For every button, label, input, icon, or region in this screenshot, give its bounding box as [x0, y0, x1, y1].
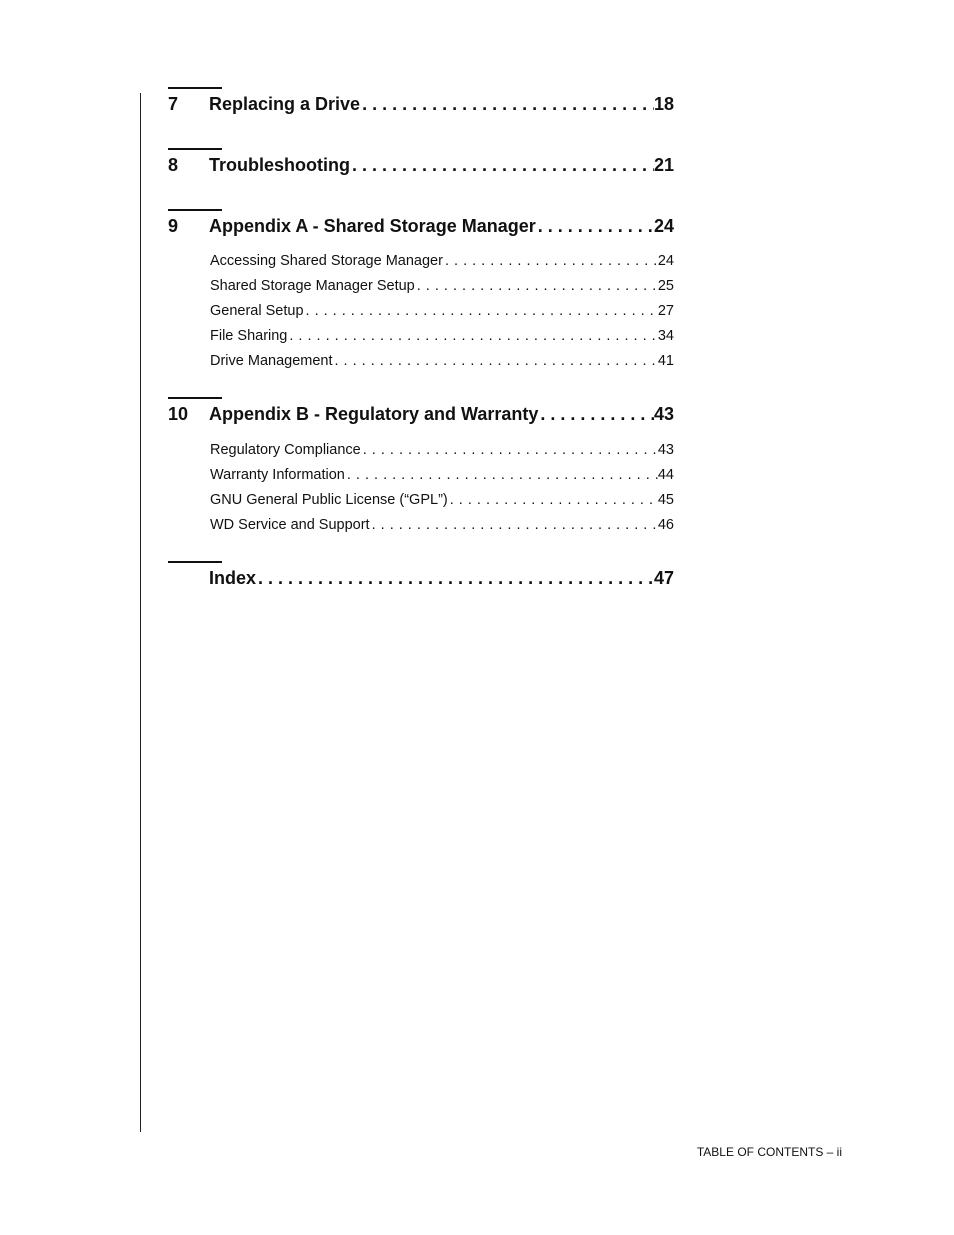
section-title: File Sharing [210, 328, 288, 344]
chapter-title: Index [209, 568, 257, 588]
toc-section-item[interactable] [210, 513, 674, 538]
toc-section-item[interactable] [210, 488, 674, 513]
toc-section-item[interactable] [210, 249, 674, 274]
chapter-title: Replacing a Drive [209, 94, 361, 114]
section-page-number: 43 [657, 442, 674, 458]
dot-leader [304, 299, 658, 324]
section-title: Accessing Shared Storage Manager [210, 253, 443, 269]
section-page-number: 44 [657, 467, 674, 483]
toc-chapter-line[interactable] [168, 93, 674, 115]
section-page-number: 34 [657, 328, 674, 344]
toc-sections-chapter-9 [210, 249, 674, 374]
toc-sections-chapter-10 [210, 438, 674, 538]
dot-leader [538, 403, 654, 425]
section-title: WD Service and Support [210, 517, 370, 533]
section-title: Warranty Information [210, 467, 345, 483]
section-page-number: 25 [657, 278, 674, 294]
toc-section-item[interactable] [210, 349, 674, 374]
section-title: Shared Storage Manager Setup [210, 278, 415, 294]
toc-chapter-line[interactable] [168, 567, 674, 589]
toc-chapter-line[interactable] [168, 403, 674, 425]
chapter-title: Appendix B - Regulatory and Warranty [209, 404, 539, 424]
toc-section-item[interactable] [210, 463, 674, 488]
toc-chapter-line[interactable] [168, 215, 674, 237]
dot-leader [536, 215, 654, 237]
dot-leader [415, 274, 658, 299]
dot-leader [443, 249, 658, 274]
chapter-page-number: 21 [653, 155, 674, 175]
chapter-rule [168, 209, 222, 211]
dot-leader [333, 349, 658, 374]
page-footer: TABLE OF CONTENTS – ii [696, 1145, 842, 1159]
chapter-page-number: 18 [653, 94, 674, 114]
dot-leader [256, 567, 654, 589]
dot-leader [370, 513, 658, 538]
toc-chapter-line[interactable] [168, 154, 674, 176]
section-title: Drive Management [210, 353, 333, 369]
section-page-number: 27 [657, 303, 674, 319]
chapter-rule [168, 561, 222, 563]
dot-leader [345, 463, 658, 488]
section-title: Regulatory Compliance [210, 442, 361, 458]
chapter-page-number: 24 [653, 216, 674, 236]
chapter-number: 9 [168, 216, 179, 236]
chapter-title: Appendix A - Shared Storage Manager [209, 216, 536, 236]
section-page-number: 45 [657, 492, 674, 508]
dot-leader [361, 438, 658, 463]
section-page-number: 46 [657, 517, 674, 533]
chapter-rule [168, 397, 222, 399]
section-page-number: 41 [657, 353, 674, 369]
margin-rule [140, 93, 141, 1132]
chapter-rule [168, 87, 222, 89]
chapter-rule [168, 148, 222, 150]
section-title: General Setup [210, 303, 304, 319]
dot-leader [448, 488, 658, 513]
toc-section-item[interactable] [210, 299, 674, 324]
chapter-page-number: 47 [653, 568, 674, 588]
chapter-number: 10 [168, 404, 189, 424]
toc-section-item[interactable] [210, 274, 674, 299]
toc-section-item[interactable] [210, 324, 674, 349]
dot-leader [287, 324, 657, 349]
dot-leader [350, 154, 654, 176]
dot-leader [360, 93, 654, 115]
chapter-number: 8 [168, 155, 179, 175]
chapter-number: 7 [168, 94, 179, 114]
toc-section-item[interactable] [210, 438, 674, 463]
chapter-title: Troubleshooting [209, 155, 350, 175]
section-page-number: 24 [657, 253, 674, 269]
section-title: GNU General Public License (“GPL”) [210, 492, 448, 508]
chapter-page-number: 43 [653, 404, 674, 424]
